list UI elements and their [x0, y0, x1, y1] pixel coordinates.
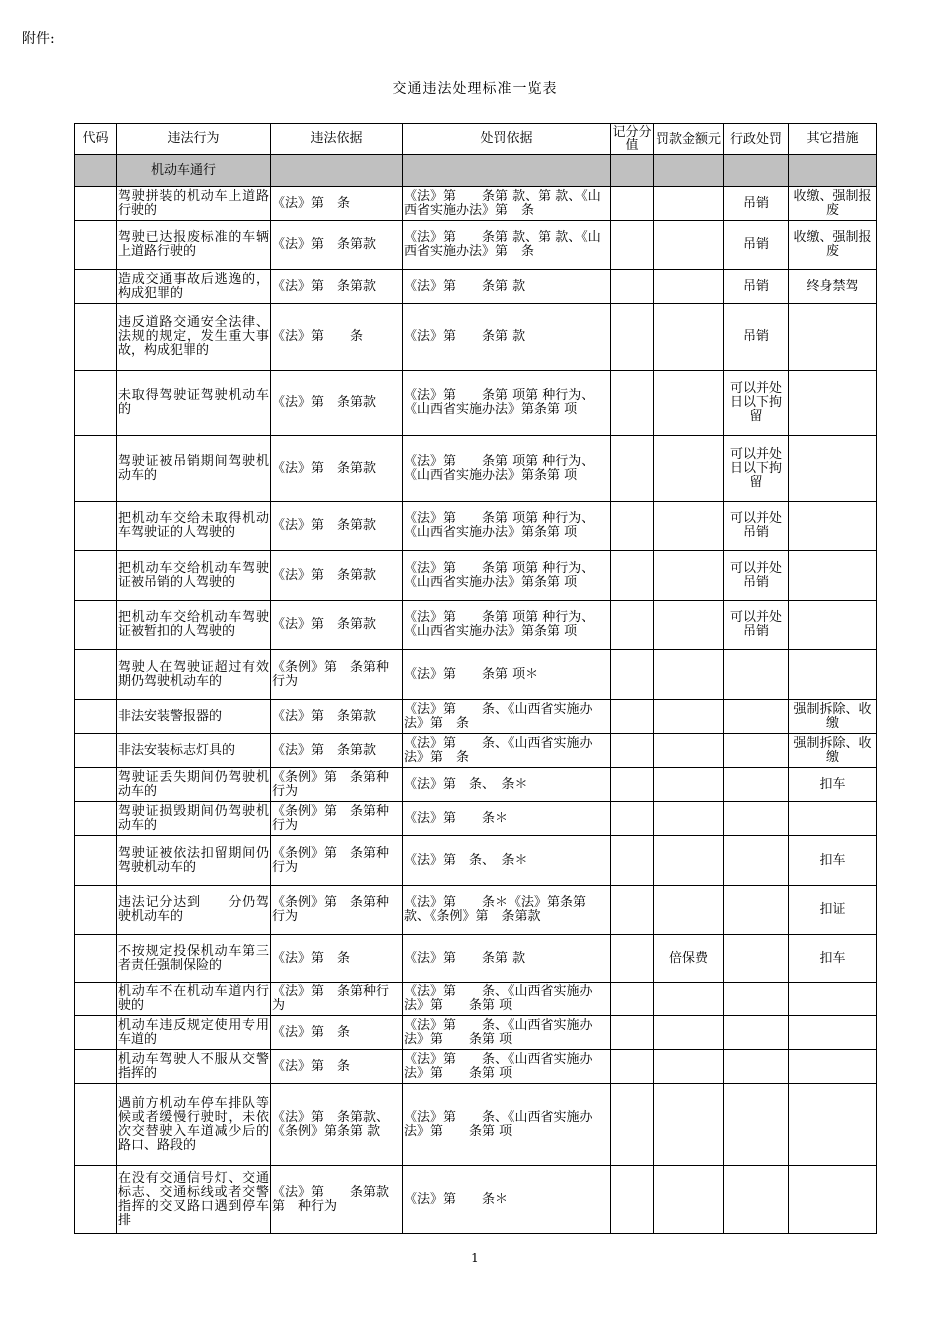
cell-admin-penalty: 吊销 — [724, 270, 789, 304]
cell-other-measures — [789, 1084, 877, 1166]
cell-other-measures — [789, 983, 877, 1016]
cell-points — [611, 187, 654, 221]
cell-admin-penalty — [724, 650, 789, 700]
cell-fine — [654, 1016, 724, 1050]
cell-admin-penalty — [724, 935, 789, 983]
cell-points — [611, 551, 654, 601]
table-row — [75, 270, 877, 304]
table-row — [75, 1050, 877, 1084]
table-row — [75, 650, 877, 700]
cell-violation-basis: 《法》第 条第款第 种行为 — [271, 1166, 403, 1234]
cell-fine — [654, 601, 724, 650]
cell-points — [611, 371, 654, 436]
cell-code — [75, 436, 117, 502]
cell-penalty-basis: 《法》第 条、《山西省实施办法》第 条第 项 — [403, 1050, 611, 1084]
cell-violation-basis: 《法》第 条第款 — [271, 734, 403, 768]
cell-violation-act: 驾驶证损毁期间仍驾驶机动车的 — [117, 802, 271, 836]
cell-penalty-basis: 《法》第 条第 项第 种行为、《山西省实施办法》第条第 项 — [403, 436, 611, 502]
cell-penalty-basis: 《法》第 条第 项第 种行为、《山西省实施办法》第条第 项 — [403, 601, 611, 650]
header-admin: 行政处罚 — [724, 124, 789, 155]
cell-violation-basis: 《法》第 条第款 — [271, 502, 403, 551]
cell-points — [611, 650, 654, 700]
cell-admin-penalty: 可以并处 日以下拘留 — [724, 371, 789, 436]
cell-violation-act: 驾驶拼装的机动车上道路行驶的 — [117, 187, 271, 221]
cell-code — [75, 270, 117, 304]
cell-fine — [654, 371, 724, 436]
cell-admin-penalty: 吊销 — [724, 187, 789, 221]
cell-violation-act: 不按规定投保机动车第三者责任强制保险的 — [117, 935, 271, 983]
cell-points — [611, 1084, 654, 1166]
cell-violation-basis: 《法》第 条第款 — [271, 601, 403, 650]
cell-violation-act: 机动车违反规定使用专用车道的 — [117, 1016, 271, 1050]
cell-fine — [654, 734, 724, 768]
cell-violation-act: 把机动车交给未取得机动车驾驶证的人驾驶的 — [117, 502, 271, 551]
cell-code — [75, 371, 117, 436]
table-row — [75, 1166, 877, 1234]
document-title: 交通违法处理标准一览表 — [392, 81, 558, 97]
cell-other-measures — [789, 802, 877, 836]
table-row — [75, 1084, 877, 1166]
attachment-label: 附件: — [22, 31, 55, 47]
cell-admin-penalty — [724, 802, 789, 836]
cell-admin-penalty — [724, 768, 789, 802]
cell-other-measures — [789, 502, 877, 551]
cell-points — [611, 802, 654, 836]
header-code: 代码 — [75, 124, 117, 155]
cell-code — [75, 551, 117, 601]
cell-penalty-basis: 《法》第 条、《山西省实施办法》第 条第 项 — [403, 1016, 611, 1050]
table-row — [75, 700, 877, 734]
cell-fine — [654, 836, 724, 886]
cell-violation-act: 把机动车交给机动车驾驶证被暂扣的人驾驶的 — [117, 601, 271, 650]
table-row — [75, 371, 877, 436]
cell-points — [611, 502, 654, 551]
cell-admin-penalty — [724, 1050, 789, 1084]
cell-points — [611, 1016, 654, 1050]
cell-other-measures: 扣证 — [789, 886, 877, 935]
cell-other-measures — [789, 371, 877, 436]
table-row — [75, 221, 877, 270]
cell-violation-act: 遇前方机动车停车排队等候或者缓慢行驶时，未依次交替驶入车道减少后的路口、路段的 — [117, 1084, 271, 1166]
cell-admin-penalty — [724, 1166, 789, 1234]
cell-code — [75, 935, 117, 983]
cell-admin-penalty — [724, 734, 789, 768]
cell-points — [611, 886, 654, 935]
cell-violation-basis: 《条例》第 条第种行为 — [271, 802, 403, 836]
table-row — [75, 436, 877, 502]
cell-penalty-basis: 《法》第 条第 项第 种行为、《山西省实施办法》第条第 项 — [403, 371, 611, 436]
cell-other-measures: 收缴、强制报废 — [789, 187, 877, 221]
cell-points — [611, 221, 654, 270]
cell-other-measures: 扣车 — [789, 935, 877, 983]
cell-code — [75, 304, 117, 371]
cell-violation-basis: 《条例》第 条第种行为 — [271, 836, 403, 886]
table-row — [75, 768, 877, 802]
cell-violation-act: 驾驶证被吊销期间驾驶机动车的 — [117, 436, 271, 502]
cell-violation-basis: 《条例》第 条第种行为 — [271, 886, 403, 935]
cell-penalty-basis: 《法》第 条第 款、第 款、《山西省实施办法》第 条 — [403, 187, 611, 221]
section-empty-cell — [403, 155, 611, 187]
cell-fine — [654, 983, 724, 1016]
header-other: 其它措施 — [789, 124, 877, 155]
cell-violation-act: 驾驶已达报废标准的车辆上道路行驶的 — [117, 221, 271, 270]
cell-fine — [654, 768, 724, 802]
cell-other-measures — [789, 1016, 877, 1050]
section-code-cell — [75, 155, 117, 187]
header-penalty: 处罚依据 — [403, 124, 611, 155]
cell-admin-penalty: 可以并处吊销 — [724, 502, 789, 551]
cell-code — [75, 1050, 117, 1084]
page-number: 1 — [471, 1251, 479, 1265]
cell-code — [75, 836, 117, 886]
cell-violation-act: 驾驶证被依法扣留期间仍驾驶机动车的 — [117, 836, 271, 886]
cell-penalty-basis: 《法》第 条、《山西省实施办法》第 条第 项 — [403, 983, 611, 1016]
section-empty-cell — [611, 155, 654, 187]
cell-penalty-basis: 《法》第 条、《山西省实施办法》第 条 — [403, 700, 611, 734]
cell-violation-act: 违反道路交通安全法律、法规的规定，发生重大事故，构成犯罪的 — [117, 304, 271, 371]
section-empty-cell — [789, 155, 877, 187]
cell-violation-basis: 《法》第 条第款 — [271, 371, 403, 436]
cell-penalty-basis: 《法》第 条第 项第 种行为、《山西省实施办法》第条第 项 — [403, 502, 611, 551]
cell-admin-penalty: 吊销 — [724, 221, 789, 270]
cell-violation-basis: 《法》第 条 — [271, 935, 403, 983]
cell-admin-penalty — [724, 1016, 789, 1050]
header-points: 记分分值 — [612, 125, 652, 153]
cell-code — [75, 601, 117, 650]
violation-table — [74, 123, 877, 1234]
cell-other-measures: 扣车 — [789, 768, 877, 802]
cell-violation-basis: 《法》第 条第款 — [271, 700, 403, 734]
section-title: 机动车通行 — [117, 155, 271, 187]
cell-code — [75, 768, 117, 802]
cell-fine — [654, 1166, 724, 1234]
cell-fine — [654, 304, 724, 371]
table-row — [75, 836, 877, 886]
section-empty-cell — [654, 155, 724, 187]
cell-fine — [654, 187, 724, 221]
cell-violation-act: 在没有交通信号灯、交通标志、交通标线或者交警指挥的交叉路口遇到停车排 — [117, 1166, 271, 1234]
cell-fine — [654, 551, 724, 601]
cell-fine — [654, 502, 724, 551]
header-basis: 违法依据 — [271, 124, 403, 155]
cell-penalty-basis: 《法》第 条第 款 — [403, 935, 611, 983]
cell-points — [611, 601, 654, 650]
table-row — [75, 551, 877, 601]
cell-violation-act: 驾驶证丢失期间仍驾驶机动车的 — [117, 768, 271, 802]
cell-violation-act: 驾驶人在驾驶证超过有效期仍驾驶机动车的 — [117, 650, 271, 700]
cell-other-measures — [789, 1166, 877, 1234]
cell-fine — [654, 1084, 724, 1166]
cell-penalty-basis: 《法》第 条＊《法》第条第 款、《条例》第 条第款 — [403, 886, 611, 935]
cell-points — [611, 700, 654, 734]
cell-other-measures — [789, 650, 877, 700]
cell-other-measures — [789, 436, 877, 502]
cell-other-measures — [789, 601, 877, 650]
cell-penalty-basis: 《法》第 条、 条＊ — [403, 768, 611, 802]
cell-violation-act: 机动车驾驶人不服从交警指挥的 — [117, 1050, 271, 1084]
cell-violation-act: 机动车不在机动车道内行驶的 — [117, 983, 271, 1016]
cell-violation-basis: 《法》第 条 — [271, 1050, 403, 1084]
cell-violation-act: 把机动车交给机动车驾驶证被吊销的人驾驶的 — [117, 551, 271, 601]
cell-penalty-basis: 《法》第 条、 条＊ — [403, 836, 611, 886]
table-row — [75, 304, 877, 371]
cell-fine — [654, 270, 724, 304]
cell-admin-penalty — [724, 983, 789, 1016]
cell-fine — [654, 650, 724, 700]
cell-code — [75, 734, 117, 768]
cell-fine — [654, 700, 724, 734]
cell-admin-penalty: 可以并处 日以下拘留 — [724, 436, 789, 502]
header-row — [75, 124, 877, 155]
cell-admin-penalty — [724, 1084, 789, 1166]
section-empty-cell — [271, 155, 403, 187]
cell-points — [611, 935, 654, 983]
cell-admin-penalty — [724, 836, 789, 886]
cell-violation-basis: 《法》第 条第款 — [271, 221, 403, 270]
cell-admin-penalty: 可以并处吊销 — [724, 601, 789, 650]
table-row — [75, 187, 877, 221]
cell-points — [611, 304, 654, 371]
table-row — [75, 802, 877, 836]
cell-penalty-basis: 《法》第 条、《山西省实施办法》第 条 — [403, 734, 611, 768]
cell-points — [611, 1166, 654, 1234]
cell-code — [75, 221, 117, 270]
cell-fine — [654, 221, 724, 270]
cell-code — [75, 802, 117, 836]
cell-violation-basis: 《条例》第 条第种行为 — [271, 768, 403, 802]
cell-penalty-basis: 《法》第 条第 款 — [403, 270, 611, 304]
cell-penalty-basis: 《法》第 条第 项＊ — [403, 650, 611, 700]
cell-other-measures: 终身禁驾 — [789, 270, 877, 304]
cell-code — [75, 187, 117, 221]
cell-points — [611, 436, 654, 502]
cell-violation-act: 非法安装标志灯具的 — [117, 734, 271, 768]
table-row — [75, 935, 877, 983]
section-row — [75, 155, 877, 187]
cell-code — [75, 886, 117, 935]
cell-code — [75, 700, 117, 734]
table-row — [75, 502, 877, 551]
cell-admin-penalty: 可以并处吊销 — [724, 551, 789, 601]
cell-points — [611, 768, 654, 802]
cell-points — [611, 1050, 654, 1084]
cell-other-measures: 扣车 — [789, 836, 877, 886]
cell-points — [611, 836, 654, 886]
cell-admin-penalty: 吊销 — [724, 304, 789, 371]
cell-code — [75, 650, 117, 700]
cell-other-measures: 收缴、强制报废 — [789, 221, 877, 270]
cell-code — [75, 983, 117, 1016]
cell-other-measures — [789, 551, 877, 601]
cell-penalty-basis: 《法》第 条、《山西省实施办法》第 条第 项 — [403, 1084, 611, 1166]
cell-points — [611, 983, 654, 1016]
cell-violation-act: 违法记分达到 分仍驾驶机动车的 — [117, 886, 271, 935]
table-row — [75, 983, 877, 1016]
cell-fine — [654, 802, 724, 836]
cell-code — [75, 1016, 117, 1050]
cell-fine — [654, 1050, 724, 1084]
cell-violation-act: 未取得驾驶证驾驶机动车的 — [117, 371, 271, 436]
cell-violation-act: 非法安装警报器的 — [117, 700, 271, 734]
cell-violation-basis: 《法》第 条第款、《条例》第条第 款 — [271, 1084, 403, 1166]
section-empty-cell — [724, 155, 789, 187]
cell-other-measures — [789, 1050, 877, 1084]
table-row — [75, 601, 877, 650]
cell-violation-basis: 《条例》第 条第种行为 — [271, 650, 403, 700]
cell-penalty-basis: 《法》第 条第 款、第 款、《山西省实施办法》第 条 — [403, 221, 611, 270]
cell-other-measures: 强制拆除、收缴 — [789, 700, 877, 734]
cell-admin-penalty — [724, 700, 789, 734]
cell-fine — [654, 436, 724, 502]
cell-violation-basis: 《法》第 条 — [271, 304, 403, 371]
cell-code — [75, 1166, 117, 1234]
cell-admin-penalty — [724, 886, 789, 935]
header-fine: 罚款金额元 — [654, 124, 724, 155]
cell-points — [611, 734, 654, 768]
cell-other-measures: 强制拆除、收缴 — [789, 734, 877, 768]
cell-violation-basis: 《法》第 条 — [271, 187, 403, 221]
cell-violation-act: 造成交通事故后逃逸的，构成犯罪的 — [117, 270, 271, 304]
table-row — [75, 886, 877, 935]
cell-penalty-basis: 《法》第 条＊ — [403, 802, 611, 836]
cell-violation-basis: 《法》第 条第款 — [271, 270, 403, 304]
cell-violation-basis: 《法》第 条第款 — [271, 436, 403, 502]
cell-penalty-basis: 《法》第 条第 项第 种行为、《山西省实施办法》第条第 项 — [403, 551, 611, 601]
cell-violation-basis: 《法》第 条第种行为 — [271, 983, 403, 1016]
cell-fine: 倍保费 — [654, 935, 724, 983]
cell-code — [75, 1084, 117, 1166]
table-row — [75, 734, 877, 768]
table-row — [75, 1016, 877, 1050]
cell-fine — [654, 886, 724, 935]
cell-violation-basis: 《法》第 条 — [271, 1016, 403, 1050]
header-act: 违法行为 — [117, 124, 271, 155]
cell-other-measures — [789, 304, 877, 371]
cell-penalty-basis: 《法》第 条＊ — [403, 1166, 611, 1234]
cell-penalty-basis: 《法》第 条第 款 — [403, 304, 611, 371]
cell-code — [75, 502, 117, 551]
cell-points — [611, 270, 654, 304]
cell-violation-basis: 《法》第 条第款 — [271, 551, 403, 601]
